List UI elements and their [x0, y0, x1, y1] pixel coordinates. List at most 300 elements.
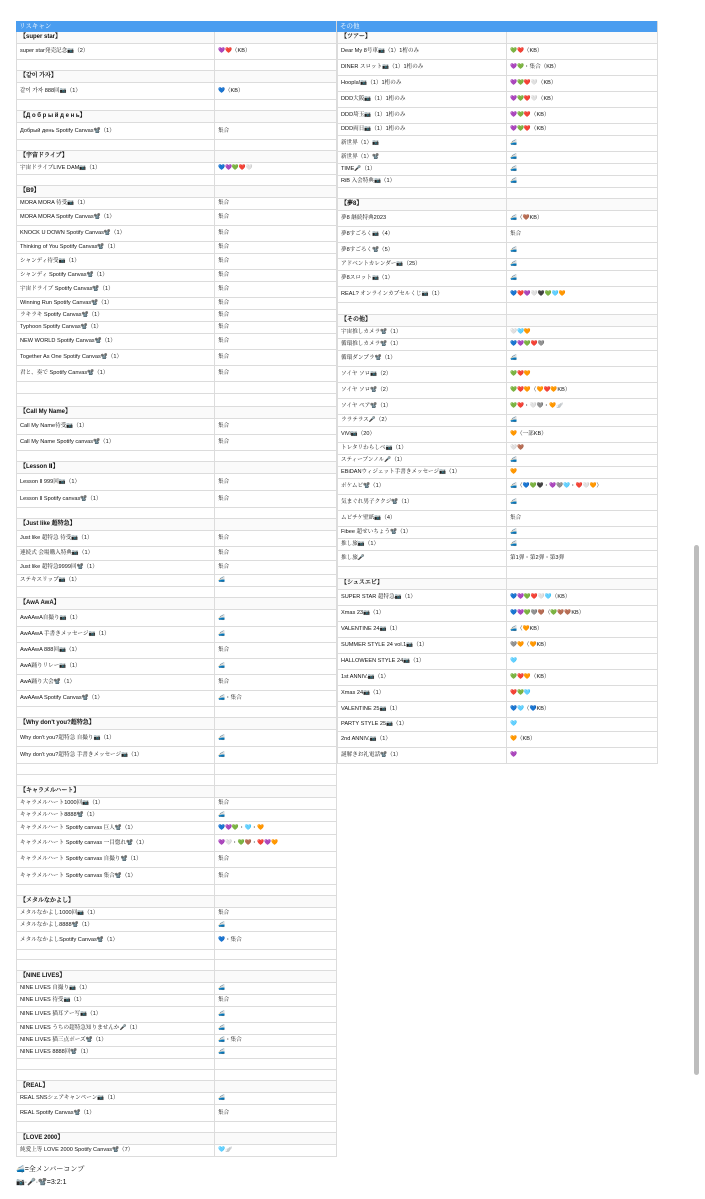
- item-value-cell[interactable]: 💚❤️🧡: [507, 367, 658, 382]
- item-name-cell[interactable]: DDD大阪📷（1）1桁のみ: [337, 92, 507, 107]
- item-name-cell[interactable]: REAL Spotify Canvas📽️（1）: [16, 1105, 215, 1121]
- item-value-cell[interactable]: [215, 1133, 337, 1144]
- empty-row: [16, 140, 337, 151]
- item-name-cell[interactable]: 夢8スロット📷（1）: [337, 271, 507, 286]
- item-name-cell[interactable]: 같이 가자 888回📷（1）: [16, 83, 215, 99]
- item-value-cell[interactable]: 集合: [215, 282, 337, 297]
- item-value-cell[interactable]: [215, 896, 337, 907]
- item-value-cell[interactable]: 🚄・集合: [215, 1035, 337, 1046]
- table-row: [16, 1093, 337, 1105]
- section-title[interactable]: 【Lesson Ⅱ】: [16, 462, 215, 473]
- item-name-cell[interactable]: 1st ANNIV.📷（1）: [337, 670, 507, 685]
- item-value-cell[interactable]: 集合: [215, 270, 337, 281]
- item-name-cell[interactable]: Call My Name待受📷（1）: [16, 419, 215, 434]
- item-value-cell[interactable]: [215, 707, 337, 717]
- item-value-cell[interactable]: [215, 1059, 337, 1069]
- item-name-cell[interactable]: シャンディ Spotify Canvas📽️（1）: [16, 270, 215, 281]
- item-value-cell[interactable]: 🚄: [215, 575, 337, 586]
- item-name-cell[interactable]: DINER スロット📷（1）1桁のみ: [337, 60, 507, 75]
- item-value-cell[interactable]: 🚄: [215, 747, 337, 763]
- item-name-cell[interactable]: Lesson Ⅱ 999回📷（1）: [16, 474, 215, 490]
- item-value-cell[interactable]: 💙💜💚❤️🤍: [215, 163, 337, 174]
- item-value-cell[interactable]: 💜💚❤️（KB）: [507, 108, 658, 123]
- item-value-cell[interactable]: 集合: [215, 798, 337, 809]
- item-name-cell[interactable]: 謎解きお礼電話📽️（1）: [337, 748, 507, 763]
- item-name-cell[interactable]: AwA踊り大会📽️（1）: [16, 675, 215, 690]
- item-name-cell[interactable]: REAL SNSシェアキャンペーン📷（1）: [16, 1093, 215, 1104]
- item-name-cell[interactable]: Just like 超特急 待受📷（1）: [16, 531, 215, 546]
- item-value-cell[interactable]: 🧡（一部KB）: [507, 427, 658, 442]
- item-value-cell[interactable]: 💙💜💚❤️🩶: [507, 339, 658, 350]
- item-value-cell[interactable]: [215, 175, 337, 185]
- item-name-cell[interactable]: Just like 超特急9999回📽️（1）: [16, 561, 215, 574]
- item-value-cell[interactable]: 🚄: [215, 730, 337, 746]
- item-name-cell[interactable]: MORA MORA 待受📷（1）: [16, 198, 215, 209]
- table-row: [16, 1007, 337, 1023]
- item-name-cell[interactable]: [16, 775, 215, 785]
- item-value-cell[interactable]: 💜: [507, 748, 658, 763]
- item-value-cell[interactable]: 第1弾・第2弾・第3弾: [507, 551, 658, 566]
- table-row: [337, 443, 658, 455]
- item-value-cell[interactable]: 🚄: [507, 164, 658, 175]
- item-name-cell[interactable]: 新世界（1）📷: [337, 136, 507, 151]
- item-name-cell[interactable]: SUMMER STYLE 24 vol.1📷（1）: [337, 638, 507, 653]
- item-value-cell[interactable]: [215, 775, 337, 785]
- item-name-cell[interactable]: 夢8 継続特典2023: [337, 211, 507, 226]
- item-name-cell[interactable]: [16, 1070, 215, 1080]
- item-value-cell[interactable]: [215, 111, 337, 122]
- table-row: [337, 527, 658, 539]
- item-name-cell[interactable]: [337, 188, 507, 198]
- item-value-cell[interactable]: 🚄: [507, 539, 658, 550]
- item-name-cell[interactable]: Thinking of You Spotify Canvas📽️（1）: [16, 242, 215, 253]
- section-title[interactable]: 【LOVE 2000】: [16, 1133, 215, 1144]
- item-name-cell[interactable]: [16, 175, 215, 185]
- item-name-cell[interactable]: ステキスリップ📷（1）: [16, 575, 215, 586]
- item-name-cell[interactable]: Why don't you?超特急 手書きメッセージ📷（1）: [16, 747, 215, 763]
- item-value-cell[interactable]: [215, 407, 337, 418]
- item-value-cell[interactable]: 🚄（💙💚🖤・💜🩶🩵・❤️🤍🧡）: [507, 479, 658, 494]
- item-name-cell[interactable]: キャラメルハート Spotify canvas 一目惚れ📽️（1）: [16, 835, 215, 851]
- section-title[interactable]: 【メタルなかよし】: [16, 896, 215, 907]
- item-name-cell[interactable]: 宇宙ドライブLIVE DAM📷（1）: [16, 163, 215, 174]
- item-name-cell[interactable]: NINE LIVES 8888回📽️（1）: [16, 1047, 215, 1058]
- item-value-cell[interactable]: 集合: [215, 1105, 337, 1121]
- item-name-cell[interactable]: 循環推しカメラ📽️（1）: [337, 339, 507, 350]
- item-name-cell[interactable]: AwA踊りリレー📷（1）: [16, 659, 215, 674]
- empty-row: [16, 707, 337, 718]
- item-value-cell[interactable]: 集合: [215, 531, 337, 546]
- item-value-cell[interactable]: [215, 950, 337, 959]
- item-name-cell[interactable]: [16, 764, 215, 774]
- scrollbar-thumb[interactable]: [694, 545, 699, 1075]
- section-title[interactable]: 【Call My Name】: [16, 407, 215, 418]
- item-name-cell[interactable]: NINE LIVES うちの超特急知りませんか🎤（1）: [16, 1023, 215, 1034]
- item-name-cell[interactable]: HALLOWEEN STYLE 24📷（1）: [337, 654, 507, 669]
- table-row: [16, 419, 337, 435]
- section-title[interactable]: 【Why don't you?超特急】: [16, 718, 215, 729]
- item-value-cell[interactable]: [215, 32, 337, 43]
- item-value-cell[interactable]: 🧡: [507, 467, 658, 478]
- item-value-cell[interactable]: 🚄: [507, 415, 658, 426]
- item-value-cell[interactable]: 🧡（KB）: [507, 732, 658, 747]
- item-value-cell[interactable]: [215, 598, 337, 609]
- table-row: [16, 531, 337, 547]
- item-value-cell[interactable]: 💙・集合: [215, 932, 337, 949]
- item-value-cell[interactable]: 集合: [215, 310, 337, 321]
- item-name-cell[interactable]: NINE LIVES 猫三点ポーズ📽️（1）: [16, 1035, 215, 1046]
- item-value-cell[interactable]: [507, 567, 658, 578]
- item-name-cell[interactable]: 君と、奏で Spotify Canvas📽️（1）: [16, 366, 215, 381]
- item-name-cell[interactable]: [337, 567, 507, 578]
- item-name-cell[interactable]: Xmas 24📷（1）: [337, 686, 507, 701]
- table-row: [16, 852, 337, 868]
- item-value-cell[interactable]: [215, 587, 337, 597]
- item-name-cell[interactable]: [16, 707, 215, 717]
- item-name-cell[interactable]: [16, 950, 215, 959]
- item-value-cell[interactable]: [507, 315, 658, 326]
- table-row: [337, 467, 658, 479]
- item-value-cell[interactable]: [215, 1122, 337, 1132]
- table-row: [16, 920, 337, 932]
- item-name-cell[interactable]: [16, 60, 215, 70]
- section-title[interactable]: 【NINE LIVES】: [16, 971, 215, 982]
- item-value-cell[interactable]: 集合: [215, 198, 337, 209]
- item-value-cell[interactable]: [215, 100, 337, 110]
- item-name-cell[interactable]: Fibee 超せいちょう📽️（1）: [337, 527, 507, 538]
- item-name-cell[interactable]: メタルなかよし1000回📷（1）: [16, 908, 215, 919]
- item-name-cell[interactable]: 新世界（1）📽️: [337, 152, 507, 163]
- item-name-cell[interactable]: ソイヤ ソロ📽️（2）: [337, 383, 507, 398]
- item-value-cell[interactable]: 🚄: [507, 136, 658, 151]
- item-value-cell[interactable]: ❤️💚🩵: [507, 686, 658, 701]
- empty-row: [16, 885, 337, 896]
- item-name-cell[interactable]: キャラメルハート Spotify canvas 集合📽️（1）: [16, 868, 215, 884]
- item-value-cell[interactable]: 集合: [215, 322, 337, 333]
- item-name-cell[interactable]: VALENTINE 24📷（1）: [337, 622, 507, 637]
- item-value-cell[interactable]: 🚄: [215, 920, 337, 931]
- item-value-cell[interactable]: 💙💜💚❤️🤍🩵（KB）: [507, 590, 658, 605]
- item-value-cell[interactable]: 🚄: [507, 243, 658, 258]
- item-name-cell[interactable]: [337, 303, 507, 314]
- item-name-cell[interactable]: [16, 1059, 215, 1069]
- table-row: [16, 610, 337, 627]
- table-row: [337, 164, 658, 176]
- section-title[interactable]: 【Just like 超特急】: [16, 519, 215, 530]
- item-value-cell[interactable]: 🚄: [215, 1023, 337, 1034]
- item-name-cell[interactable]: AwAAwA Spotify Canvas📽️（1）: [16, 691, 215, 706]
- item-value-cell[interactable]: [215, 140, 337, 150]
- item-name-cell[interactable]: TIME🎤（1）: [337, 164, 507, 175]
- item-value-cell[interactable]: 🚄: [507, 271, 658, 286]
- item-name-cell[interactable]: Добрый день Spotify Canvas📽️（1）: [16, 123, 215, 139]
- item-value-cell[interactable]: [215, 764, 337, 774]
- item-name-cell[interactable]: [16, 960, 215, 970]
- item-value-cell[interactable]: [215, 60, 337, 70]
- item-value-cell[interactable]: [215, 462, 337, 473]
- item-name-cell[interactable]: SUPER STAR 超特急📷（1）: [337, 590, 507, 605]
- item-value-cell[interactable]: [215, 394, 337, 406]
- item-name-cell[interactable]: Xmas 23📷（1）: [337, 606, 507, 621]
- item-name-cell[interactable]: EBiDANウィジェット手書きメッセージ📷（1）: [337, 467, 507, 478]
- section-title[interactable]: 【その他】: [337, 315, 507, 326]
- item-value-cell[interactable]: 🩵: [507, 654, 658, 669]
- item-name-cell[interactable]: Dear My 8号車📷（1）1桁のみ: [337, 44, 507, 59]
- item-value-cell[interactable]: [215, 151, 337, 162]
- item-name-cell[interactable]: Why don't you?超特急 自撮り📷（1）: [16, 730, 215, 746]
- item-value-cell[interactable]: 🩵🪽: [215, 1145, 337, 1156]
- section-title[interactable]: 【夢8】: [337, 199, 507, 210]
- item-value-cell[interactable]: 💜❤️（KB）: [215, 44, 337, 59]
- item-value-cell[interactable]: 💚❤️🧡（KB）: [507, 670, 658, 685]
- item-name-cell[interactable]: 宇宙ドライブ Spotify Canvas📽️（1）: [16, 282, 215, 297]
- item-name-cell[interactable]: VALENTINE 25📷（1）: [337, 702, 507, 717]
- item-value-cell[interactable]: [215, 971, 337, 982]
- item-value-cell[interactable]: 💜💚❤️🤍（KB）: [507, 76, 658, 91]
- section-title[interactable]: 【ツアー】: [337, 32, 507, 43]
- item-value-cell[interactable]: 🚄（🧡KB）: [507, 622, 658, 637]
- item-name-cell[interactable]: [16, 100, 215, 110]
- item-value-cell[interactable]: 集合: [215, 334, 337, 349]
- item-value-cell[interactable]: [507, 32, 658, 43]
- item-value-cell[interactable]: 集合: [215, 868, 337, 884]
- item-name-cell[interactable]: AwAAwA自撮り📷（1）: [16, 610, 215, 626]
- item-value-cell[interactable]: 🤍🤎: [507, 443, 658, 454]
- table-row: [16, 242, 337, 254]
- item-name-cell[interactable]: AwAAwA 888回📷（1）: [16, 643, 215, 658]
- item-value-cell[interactable]: 集合: [215, 226, 337, 241]
- item-name-cell[interactable]: 2nd ANNIV.📷（1）: [337, 732, 507, 747]
- item-value-cell[interactable]: [215, 186, 337, 197]
- item-name-cell[interactable]: [16, 451, 215, 461]
- item-value-cell[interactable]: 💜💚❤️🤍（KB）: [507, 92, 658, 107]
- item-name-cell[interactable]: [16, 382, 215, 393]
- item-name-cell[interactable]: ラキラキ Spotify Canvas📽️（1）: [16, 310, 215, 321]
- item-value-cell[interactable]: 🚄: [507, 176, 658, 187]
- item-value-cell[interactable]: 💚❤️🧡（🧡❤️🧡KB）: [507, 383, 658, 398]
- header-right: その他: [337, 21, 658, 32]
- item-name-cell[interactable]: 推し旅📷（1）: [337, 539, 507, 550]
- item-name-cell[interactable]: ムビチケ壁紙📷（4）: [337, 511, 507, 526]
- table-row: [337, 479, 658, 495]
- item-name-cell[interactable]: AwAAwA 手書きメッセージ📷（1）: [16, 627, 215, 642]
- item-name-cell[interactable]: PARTY STYLE 25📷（1）: [337, 718, 507, 731]
- item-value-cell[interactable]: 🚄: [215, 810, 337, 821]
- section-header-row: [337, 32, 658, 44]
- item-value-cell[interactable]: 💜💚❤️（KB）: [507, 124, 658, 135]
- item-value-cell[interactable]: [215, 718, 337, 729]
- item-name-cell[interactable]: 夢8すごろく📽️（5）: [337, 243, 507, 258]
- item-value-cell[interactable]: 🚄: [507, 152, 658, 163]
- item-name-cell[interactable]: 気まぐれ男子ククジ📽️（1）: [337, 495, 507, 510]
- table-row: [337, 551, 658, 567]
- item-name-cell[interactable]: [16, 587, 215, 597]
- item-name-cell[interactable]: super star発売記念📷（2）: [16, 44, 215, 59]
- item-value-cell[interactable]: 💙💜💚・🩵・🧡: [215, 822, 337, 834]
- item-value-cell[interactable]: [507, 303, 658, 314]
- section-header-row: [16, 71, 337, 83]
- item-value-cell[interactable]: 集合: [215, 908, 337, 919]
- item-value-cell[interactable]: 集合: [215, 366, 337, 381]
- item-name-cell[interactable]: キャラメルハート1000回📷（1）: [16, 798, 215, 809]
- item-value-cell[interactable]: 集合: [215, 491, 337, 507]
- item-value-cell[interactable]: 🚄: [215, 1047, 337, 1058]
- item-value-cell[interactable]: 集合: [215, 675, 337, 690]
- item-value-cell[interactable]: 🚄: [215, 1007, 337, 1022]
- item-name-cell[interactable]: [16, 394, 215, 406]
- item-name-cell[interactable]: Typhoon Spotify Canvas📽️（1）: [16, 322, 215, 333]
- item-value-cell[interactable]: [507, 188, 658, 198]
- item-value-cell[interactable]: [215, 1081, 337, 1092]
- item-value-cell[interactable]: 🚄: [215, 659, 337, 674]
- section-title[interactable]: 【シュスエビ】: [337, 579, 507, 589]
- table-row: [337, 455, 658, 467]
- item-value-cell[interactable]: 集合: [215, 995, 337, 1006]
- item-name-cell[interactable]: RiB 入会特典📷（1）: [337, 176, 507, 187]
- section-title[interactable]: 【キャラメルハート】: [16, 786, 215, 797]
- item-value-cell[interactable]: 💙🩵（💙KB）: [507, 702, 658, 717]
- item-value-cell[interactable]: 💙💜💚🩶🤎（💚🤎🤎KB）: [507, 606, 658, 621]
- item-value-cell[interactable]: 🚄: [215, 627, 337, 642]
- item-name-cell[interactable]: REAL? オンラインカプセルくじ📷（1）: [337, 287, 507, 302]
- item-value-cell[interactable]: [215, 508, 337, 518]
- item-value-cell[interactable]: [215, 382, 337, 393]
- item-value-cell[interactable]: [215, 786, 337, 797]
- item-name-cell[interactable]: メタルなかよし8888📽️（1）: [16, 920, 215, 931]
- item-name-cell[interactable]: Hoopla!📷（1）1桁のみ: [337, 76, 507, 91]
- item-value-cell[interactable]: 🚄: [215, 610, 337, 626]
- item-value-cell[interactable]: [507, 199, 658, 210]
- section-title[interactable]: 【AwA AwA】: [16, 598, 215, 609]
- item-value-cell[interactable]: 💙❤️💜🤍🖤💚🩵🧡: [507, 287, 658, 302]
- item-value-cell[interactable]: 集合: [215, 419, 337, 434]
- section-title[interactable]: 【宇宙ドライブ】: [16, 151, 215, 162]
- item-value-cell[interactable]: 🩶🧡（🧡KB）: [507, 638, 658, 653]
- item-value-cell[interactable]: 🚄: [215, 983, 337, 994]
- item-name-cell[interactable]: [16, 1122, 215, 1132]
- section-title[interactable]: 【REAL】: [16, 1081, 215, 1092]
- item-name-cell[interactable]: ViVi📷（20）: [337, 427, 507, 442]
- item-value-cell[interactable]: [215, 1070, 337, 1080]
- item-name-cell[interactable]: ソイヤ ペア📽️（1）: [337, 399, 507, 414]
- item-value-cell[interactable]: 💙（KB）: [215, 83, 337, 99]
- item-name-cell[interactable]: [16, 140, 215, 150]
- table-row: [16, 659, 337, 675]
- item-value-cell[interactable]: 集合: [215, 298, 337, 309]
- item-value-cell[interactable]: 集合: [215, 643, 337, 658]
- item-value-cell[interactable]: 🚄: [215, 1093, 337, 1104]
- item-name-cell[interactable]: 循環ダンプラ📽️（1）: [337, 351, 507, 366]
- item-name-cell[interactable]: DDD両日📷（1）1桁のみ: [337, 124, 507, 135]
- item-value-cell[interactable]: 🚄: [507, 259, 658, 270]
- item-value-cell[interactable]: [215, 451, 337, 461]
- item-value-cell[interactable]: 🚄: [507, 495, 658, 510]
- item-name-cell[interactable]: 推し旅🎤: [337, 551, 507, 566]
- item-name-cell[interactable]: メタルなかよしSpotify Canvas📽️（1）: [16, 932, 215, 949]
- item-name-cell[interactable]: シャンディ待受📷（1）: [16, 254, 215, 269]
- table-row: [16, 822, 337, 835]
- item-name-cell[interactable]: KNOCK U DOWN Spotify Canvas📽️（1）: [16, 226, 215, 241]
- item-value-cell[interactable]: [215, 519, 337, 530]
- item-value-cell[interactable]: 🚄: [507, 455, 658, 466]
- item-name-cell[interactable]: DDD埼玉📷（1）1桁のみ: [337, 108, 507, 123]
- item-value-cell[interactable]: 🩵: [507, 718, 658, 731]
- item-value-cell[interactable]: 集合: [215, 435, 337, 450]
- table-row: [337, 367, 658, 383]
- item-name-cell[interactable]: 純愛上等 LOVE 2000 Spotify Canvas📽️（7）: [16, 1145, 215, 1156]
- section-title[interactable]: 【super star】: [16, 32, 215, 43]
- item-name-cell[interactable]: Call My Name Spotify canvas📽️（1）: [16, 435, 215, 450]
- item-name-cell[interactable]: 夢8すごろく📷（4）: [337, 227, 507, 242]
- section-title[interactable]: 【Д о б р ы й д е н ь】: [16, 111, 215, 122]
- empty-row: [16, 1059, 337, 1070]
- item-name-cell[interactable]: キャラメルハート8888📽️（1）: [16, 810, 215, 821]
- item-value-cell[interactable]: 🚄: [507, 351, 658, 366]
- item-name-cell[interactable]: キャラメルハート Spotify canvas 巨人📽️（1）: [16, 822, 215, 834]
- item-name-cell[interactable]: Winning Run Spotify Canvas📽️（1）: [16, 298, 215, 309]
- item-value-cell[interactable]: 集合: [215, 350, 337, 365]
- item-name-cell[interactable]: NINE LIVES 自撮り📷（1）: [16, 983, 215, 994]
- item-name-cell[interactable]: ララテラス🎤（2）: [337, 415, 507, 426]
- item-value-cell[interactable]: 集合: [215, 242, 337, 253]
- item-value-cell[interactable]: [507, 579, 658, 589]
- item-value-cell[interactable]: 🚄: [507, 527, 658, 538]
- item-value-cell[interactable]: 集合: [215, 852, 337, 867]
- item-name-cell[interactable]: アドベントカレンダー📷（25）: [337, 259, 507, 270]
- item-value-cell[interactable]: 🚄・集合: [215, 691, 337, 706]
- table-row: [337, 44, 658, 60]
- item-value-cell[interactable]: 💚❤️・🤍🩶・🧡🪽: [507, 399, 658, 414]
- item-name-cell[interactable]: NEW WORLD Spotify Canvas📽️（1）: [16, 334, 215, 349]
- item-value-cell[interactable]: 集合: [507, 511, 658, 526]
- table-row: [337, 638, 658, 654]
- item-value-cell[interactable]: 🚄（🤎KB）: [507, 211, 658, 226]
- item-value-cell[interactable]: 💜💚・集合（KB）: [507, 60, 658, 75]
- item-value-cell[interactable]: 集合: [215, 254, 337, 269]
- item-value-cell[interactable]: 集合: [215, 210, 337, 225]
- item-name-cell[interactable]: MORA MORA Spotify Canvas📽️（1）: [16, 210, 215, 225]
- item-name-cell[interactable]: 連続式 会場購入特典📷（1）: [16, 547, 215, 560]
- item-value-cell[interactable]: [215, 885, 337, 895]
- item-name-cell[interactable]: ポケムビ📽️（1）: [337, 479, 507, 494]
- table-row: [337, 732, 658, 748]
- section-title[interactable]: 【B9】: [16, 186, 215, 197]
- item-value-cell[interactable]: [215, 960, 337, 970]
- item-name-cell[interactable]: トレタリわらしべ📷（1）: [337, 443, 507, 454]
- item-value-cell[interactable]: 💜🤍・💚🤎・❤️💜🧡: [215, 835, 337, 851]
- item-name-cell[interactable]: [16, 885, 215, 895]
- section-title[interactable]: 【같이 가자】: [16, 71, 215, 82]
- item-value-cell[interactable]: 💚❤️（KB）: [507, 44, 658, 59]
- section-header-row: [16, 786, 337, 798]
- item-name-cell[interactable]: ソイヤ ソロ📷（2）: [337, 367, 507, 382]
- item-name-cell[interactable]: Together As One Spotify Canvas📽️（1）: [16, 350, 215, 365]
- item-name-cell[interactable]: スティーブンノル🎤（1）: [337, 455, 507, 466]
- item-value-cell[interactable]: 🤍🩵🧡: [507, 327, 658, 338]
- item-name-cell[interactable]: 宇宙推しカメラ📽️（1）: [337, 327, 507, 338]
- item-value-cell[interactable]: 集合: [215, 123, 337, 139]
- item-name-cell[interactable]: キャラメルハート Spotify canvas 自撮り📽️（1）: [16, 852, 215, 867]
- item-name-cell[interactable]: NINE LIVES 待受📷（1）: [16, 995, 215, 1006]
- item-value-cell[interactable]: 集合: [215, 547, 337, 560]
- item-value-cell[interactable]: 集合: [215, 474, 337, 490]
- item-value-cell[interactable]: 集合: [507, 227, 658, 242]
- item-name-cell[interactable]: NINE LIVES 猫耳アー写📷（1）: [16, 1007, 215, 1022]
- item-value-cell[interactable]: [215, 71, 337, 82]
- item-name-cell[interactable]: [16, 508, 215, 518]
- item-value-cell[interactable]: 集合: [215, 561, 337, 574]
- item-name-cell[interactable]: Lesson Ⅱ Spotify canvas📽️（1）: [16, 491, 215, 507]
